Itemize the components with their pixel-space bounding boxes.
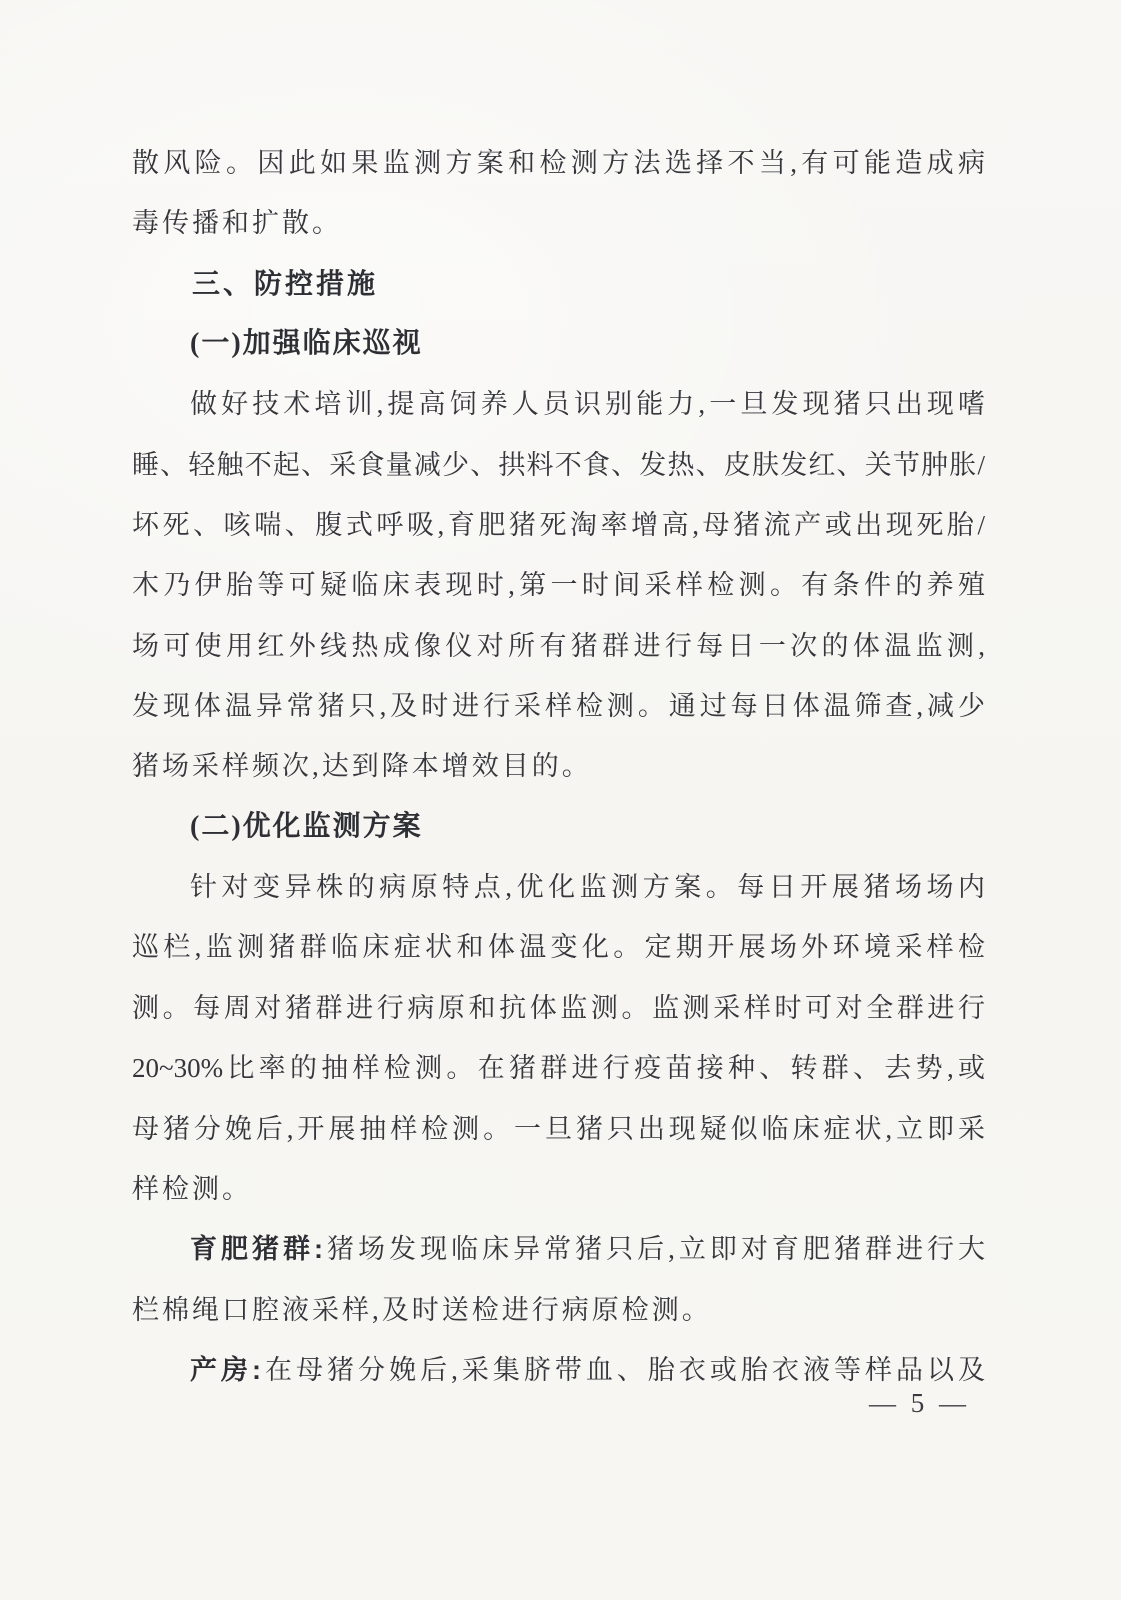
body-text-line: 散风险。因此如果监测方案和检测方法选择不当,有可能造成病 xyxy=(132,148,985,178)
body-text-line: 睡、轻触不起、采食量减少、拱料不食、发热、皮肤发红、关节肿胀/ xyxy=(132,449,985,480)
body-text-line: 栏棉绳口腔液采样,及时送检进行病原检测。 xyxy=(132,1294,712,1325)
body-text-line: 猪场采样频次,达到降本增效目的。 xyxy=(132,751,592,782)
paragraph-lead-label: 产房: xyxy=(190,1354,262,1385)
body-text-line: 发现体温异常猪只,及时进行采样检测。通过每日体温筛查,减少 xyxy=(132,691,985,722)
paragraph-text: 猪场发现临床异常猪只后,立即对育肥猪群进行大 xyxy=(323,1234,985,1265)
subsection-heading-1: (一)加强临床巡视 xyxy=(190,328,423,360)
body-text-line: 坏死、咳喘、腹式呼吸,育肥猪死淘率增高,母猪流产或出现死胎/ xyxy=(132,510,985,541)
body-text-line: 做好技术培训,提高饲养人员识别能力,一旦发现猪只出现嗜 xyxy=(190,389,985,420)
body-text-line: 巡栏,监测猪群临床症状和体温变化。定期开展场外环境采样检 xyxy=(132,932,985,963)
body-text-line: 木乃伊胎等可疑临床表现时,第一时间采样检测。有条件的养殖 xyxy=(132,570,985,601)
body-text-line: 测。每周对猪群进行病原和抗体监测。监测采样时可对全群进行 xyxy=(132,992,985,1023)
page-number: — 5 — xyxy=(869,1388,970,1418)
body-text-line: 针对变异株的病原特点,优化监测方案。每日开展猪场场内 xyxy=(190,872,985,903)
section-heading: 三、防控措施 xyxy=(192,267,379,299)
document-text-block xyxy=(132,133,985,1400)
body-text-line: 母猪分娩后,开展抽样检测。一旦猪只出现疑似临床症状,立即采 xyxy=(132,1113,985,1144)
paragraph-lead-label: 育肥猪群: xyxy=(190,1234,324,1265)
body-text-line: 毒传播和扩散。 xyxy=(132,208,342,239)
subsection-heading-2: (二)优化监测方案 xyxy=(190,810,423,842)
body-text-line: 样检测。 xyxy=(132,1173,252,1204)
body-text-line: 20~30%比率的抽样检测。在猪群进行疫苗接种、转群、去势,或 xyxy=(132,1053,985,1084)
paragraph-text: 在母猪分娩后,采集脐带血、胎衣或胎衣液等样品以及 xyxy=(261,1354,985,1385)
fattening-herd-paragraph-line xyxy=(132,1219,985,1279)
body-text-line: 场可使用红外线热成像仪对所有猪群进行每日一次的体温监测, xyxy=(132,630,985,661)
